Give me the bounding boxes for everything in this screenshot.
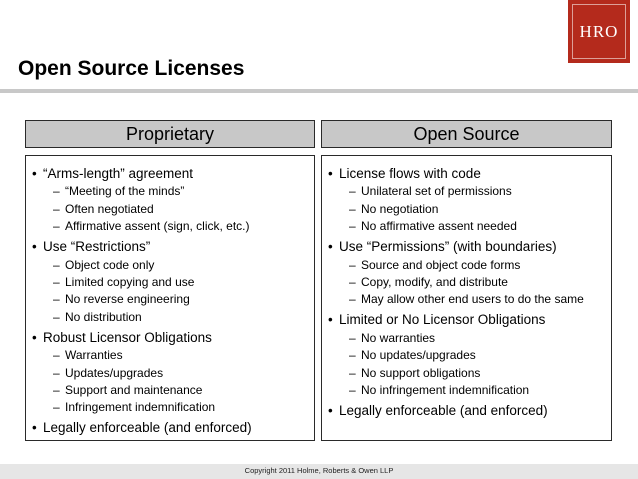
logo-text: HRO (579, 21, 619, 41)
list-item: • Legally enforceable (and enforced) (322, 402, 611, 419)
list-item: • Use “Permissions” (with boundaries) (322, 238, 611, 255)
list-item: • “Arms-length” agreement (26, 165, 314, 182)
sub-item: – No updates/upgrades (322, 348, 611, 363)
title-divider (0, 89, 638, 93)
sub-item: – “Meeting of the minds” (26, 184, 314, 199)
list-item: • Use “Restrictions” (26, 238, 314, 255)
sub-item: – Limited copying and use (26, 275, 314, 290)
sub-item: – No support obligations (322, 366, 611, 381)
list-item: • Robust Licensor Obligations (26, 329, 314, 346)
list-item: • Legally enforceable (and enforced) (26, 419, 314, 436)
sub-item: – No infringement indemnification (322, 383, 611, 398)
sub-item: – Affirmative assent (sign, click, etc.) (26, 219, 314, 234)
sub-item: – Often negotiated (26, 202, 314, 217)
sub-item: – Unilateral set of permissions (322, 184, 611, 199)
open-source-header: Open Source (321, 120, 612, 148)
sub-item: – No distribution (26, 310, 314, 325)
sub-item: – No affirmative assent needed (322, 219, 611, 234)
logo-frame (572, 4, 626, 59)
sub-item: – May allow other end users to do the same (322, 292, 611, 307)
list-item: • Limited or No Licensor Obligations (322, 311, 611, 328)
sub-item: – Source and object code forms (322, 258, 611, 273)
sub-item: – Updates/upgrades (26, 366, 314, 381)
list-item: • License flows with code (322, 165, 611, 182)
open-source-panel (321, 155, 612, 441)
sub-item: – Copy, modify, and distribute (322, 275, 611, 290)
sub-item: – Object code only (26, 258, 314, 273)
proprietary-list (26, 156, 314, 436)
sub-item: – Support and maintenance (26, 383, 314, 398)
proprietary-header: Proprietary (25, 120, 315, 148)
sub-item: – No warranties (322, 331, 611, 346)
sub-item: – No reverse engineering (26, 292, 314, 307)
proprietary-panel (25, 155, 315, 441)
sub-item: – Warranties (26, 348, 314, 363)
sub-item: – Infringement indemnification (26, 400, 314, 415)
slide-title: Open Source Licenses (18, 57, 245, 80)
footer-copyright: Copyright 2011 Holme, Roberts & Owen LLP (244, 466, 394, 475)
open-source-list (322, 156, 611, 419)
firm-logo (568, 0, 630, 63)
sub-item: – No negotiation (322, 202, 611, 217)
